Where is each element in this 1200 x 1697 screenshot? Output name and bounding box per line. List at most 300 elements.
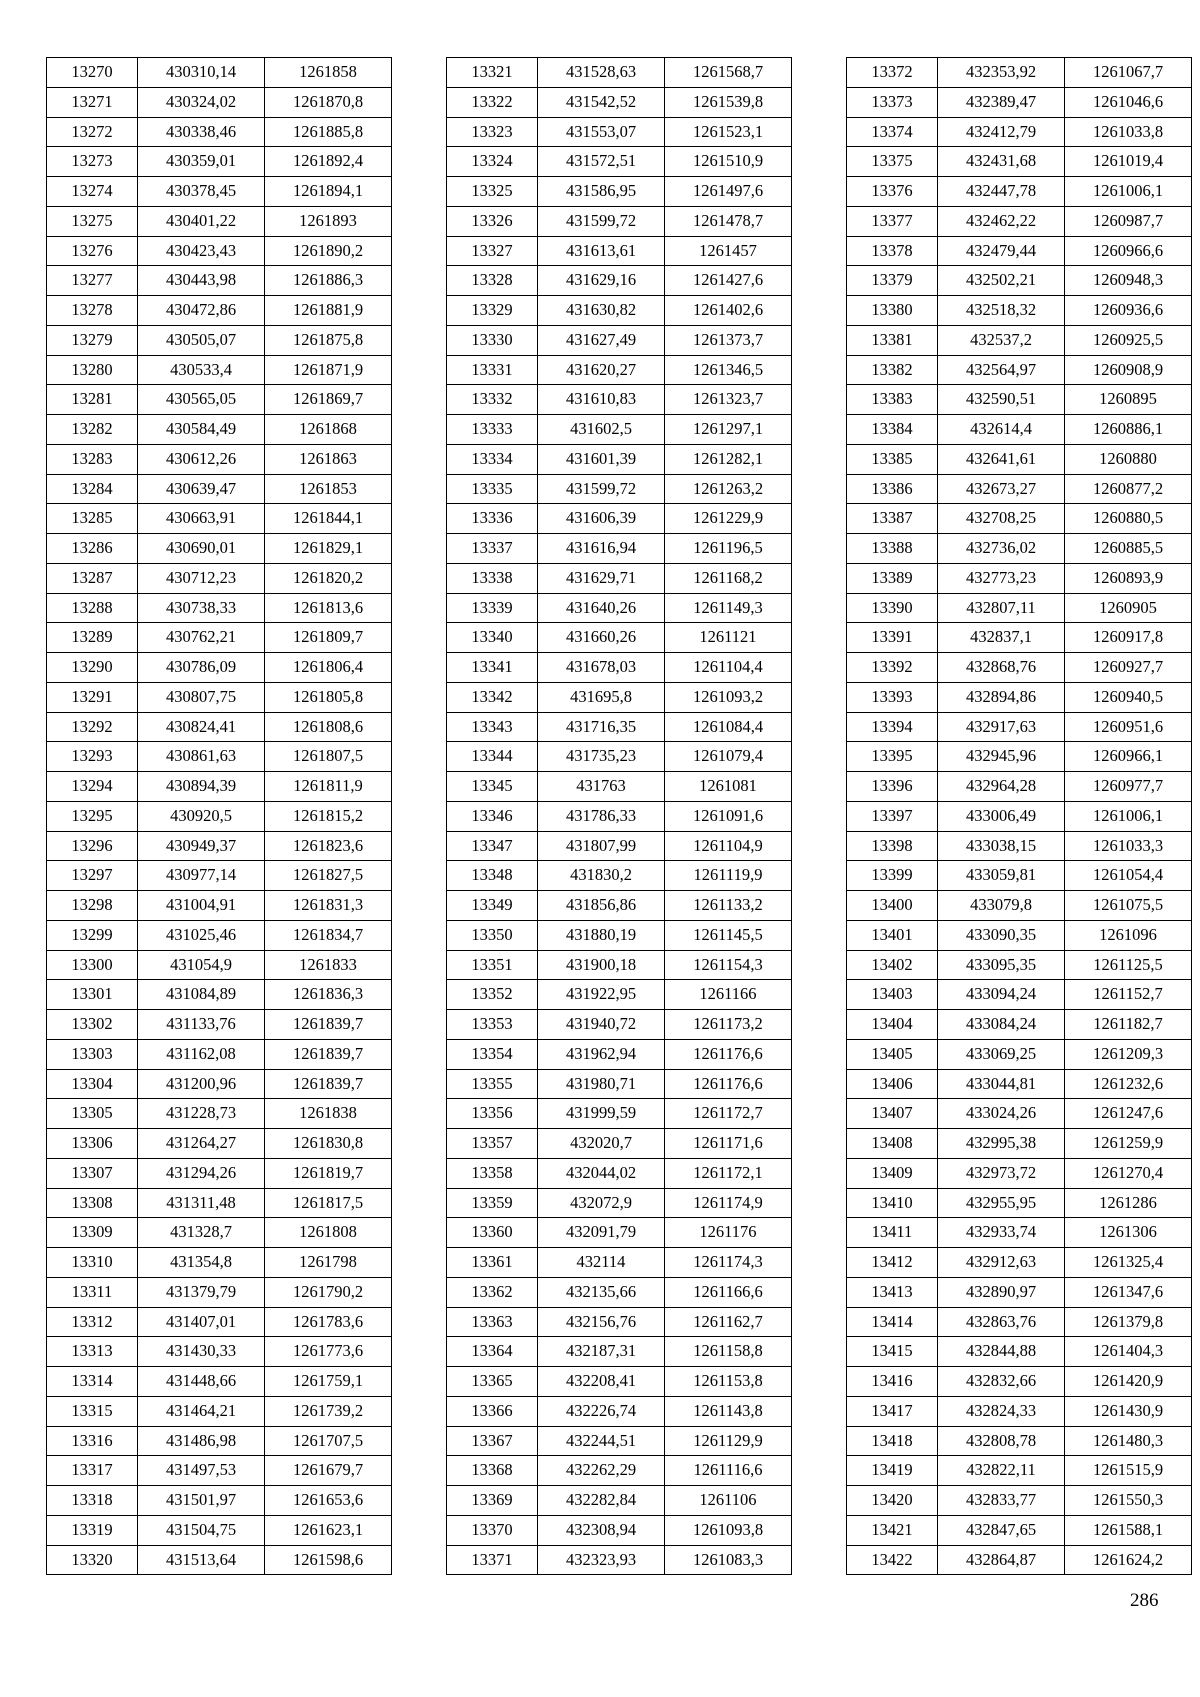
point-number-cell: 13346 (447, 801, 538, 831)
y-coordinate-cell: 1260925,5 (1065, 325, 1192, 355)
point-number-cell: 13382 (847, 355, 938, 385)
x-coordinate-cell: 432208,41 (538, 1367, 665, 1397)
x-coordinate-cell: 431354,8 (138, 1248, 265, 1278)
x-coordinate-cell: 431716,35 (538, 712, 665, 742)
x-coordinate-cell: 431572,51 (538, 147, 665, 177)
y-coordinate-cell: 1261523,1 (665, 117, 792, 147)
y-coordinate-cell: 1261121 (665, 623, 792, 653)
table-row (447, 742, 792, 772)
point-number-cell: 13389 (847, 563, 938, 593)
table-row (47, 415, 392, 445)
table-row (847, 87, 1192, 117)
table-row (47, 1456, 392, 1486)
point-number-cell: 13406 (847, 1069, 938, 1099)
x-coordinate-cell: 432389,47 (938, 87, 1065, 117)
y-coordinate-cell: 1261808,6 (265, 712, 392, 742)
x-coordinate-cell: 431856,86 (538, 891, 665, 921)
table-row (47, 504, 392, 534)
x-coordinate-cell: 433094,24 (938, 980, 1065, 1010)
point-number-cell: 13365 (447, 1367, 538, 1397)
y-coordinate-cell: 1261885,8 (265, 117, 392, 147)
y-coordinate-cell: 1261478,7 (665, 206, 792, 236)
x-coordinate-cell: 432020,7 (538, 1129, 665, 1159)
y-coordinate-cell: 1260917,8 (1065, 623, 1192, 653)
point-number-cell: 13401 (847, 920, 938, 950)
x-coordinate-cell: 433038,15 (938, 831, 1065, 861)
point-number-cell: 13355 (447, 1069, 538, 1099)
point-number-cell: 13278 (47, 296, 138, 326)
x-coordinate-cell: 430807,75 (138, 682, 265, 712)
x-coordinate-cell: 431980,71 (538, 1069, 665, 1099)
y-coordinate-cell: 1261739,2 (265, 1396, 392, 1426)
x-coordinate-cell: 430738,33 (138, 593, 265, 623)
x-coordinate-cell: 431880,19 (538, 920, 665, 950)
table-row (447, 177, 792, 207)
x-coordinate-cell: 432833,77 (938, 1486, 1065, 1516)
x-coordinate-cell: 432091,79 (538, 1218, 665, 1248)
point-number-cell: 13337 (447, 534, 538, 564)
table-row (47, 534, 392, 564)
y-coordinate-cell: 1261870,8 (265, 87, 392, 117)
y-coordinate-cell: 1261033,3 (1065, 831, 1192, 861)
x-coordinate-cell: 431629,16 (538, 266, 665, 296)
x-coordinate-cell: 431328,7 (138, 1218, 265, 1248)
x-coordinate-cell: 433084,24 (938, 1010, 1065, 1040)
y-coordinate-cell: 1261270,4 (1065, 1158, 1192, 1188)
point-number-cell: 13353 (447, 1010, 538, 1040)
table-row (847, 474, 1192, 504)
x-coordinate-cell: 431627,49 (538, 325, 665, 355)
y-coordinate-cell: 1261263,2 (665, 474, 792, 504)
y-coordinate-cell: 1260940,5 (1065, 682, 1192, 712)
x-coordinate-cell: 430920,5 (138, 801, 265, 831)
y-coordinate-cell: 1261831,3 (265, 891, 392, 921)
y-coordinate-cell: 1261550,3 (1065, 1486, 1192, 1516)
point-number-cell: 13371 (447, 1545, 538, 1575)
table-row (47, 1307, 392, 1337)
table-row (47, 1248, 392, 1278)
point-number-cell: 13315 (47, 1396, 138, 1426)
x-coordinate-cell: 430565,05 (138, 385, 265, 415)
y-coordinate-cell: 1261886,3 (265, 266, 392, 296)
y-coordinate-cell: 1261839,7 (265, 1010, 392, 1040)
table-row (847, 593, 1192, 623)
y-coordinate-cell: 1261133,2 (665, 891, 792, 921)
point-number-cell: 13340 (447, 623, 538, 653)
x-coordinate-cell: 432135,66 (538, 1277, 665, 1307)
point-number-cell: 13285 (47, 504, 138, 534)
y-coordinate-cell: 1261166,6 (665, 1277, 792, 1307)
point-number-cell: 13348 (447, 861, 538, 891)
x-coordinate-cell: 432807,11 (938, 593, 1065, 623)
point-number-cell: 13332 (447, 385, 538, 415)
table-row (47, 117, 392, 147)
table-row (847, 1099, 1192, 1129)
x-coordinate-cell: 432847,65 (938, 1515, 1065, 1545)
y-coordinate-cell: 1261871,9 (265, 355, 392, 385)
x-coordinate-cell: 431616,94 (538, 534, 665, 564)
table-row (447, 444, 792, 474)
table-row (847, 385, 1192, 415)
table-row (847, 772, 1192, 802)
table-row (847, 444, 1192, 474)
table-row (447, 415, 792, 445)
y-coordinate-cell: 1261827,5 (265, 861, 392, 891)
y-coordinate-cell: 1261325,4 (1065, 1248, 1192, 1278)
point-number-cell: 13271 (47, 87, 138, 117)
x-coordinate-cell: 430401,22 (138, 206, 265, 236)
point-number-cell: 13301 (47, 980, 138, 1010)
table-row (847, 1277, 1192, 1307)
x-coordinate-cell: 432808,78 (938, 1426, 1065, 1456)
table-row (447, 831, 792, 861)
x-coordinate-cell: 432590,51 (938, 385, 1065, 415)
y-coordinate-cell: 1261282,1 (665, 444, 792, 474)
table-row (847, 1545, 1192, 1575)
y-coordinate-cell: 1261510,9 (665, 147, 792, 177)
table-row (447, 1277, 792, 1307)
y-coordinate-cell: 1261817,5 (265, 1188, 392, 1218)
point-number-cell: 13335 (447, 474, 538, 504)
point-number-cell: 13354 (447, 1039, 538, 1069)
point-number-cell: 13383 (847, 385, 938, 415)
x-coordinate-cell: 431786,33 (538, 801, 665, 831)
y-coordinate-cell: 1261286 (1065, 1188, 1192, 1218)
table-row (447, 504, 792, 534)
table-row (447, 1039, 792, 1069)
x-coordinate-cell: 433090,35 (938, 920, 1065, 950)
table-row (447, 712, 792, 742)
table-row (47, 593, 392, 623)
y-coordinate-cell: 1261823,6 (265, 831, 392, 861)
point-number-cell: 13360 (447, 1218, 538, 1248)
y-coordinate-cell: 1261890,2 (265, 236, 392, 266)
x-coordinate-cell: 432114 (538, 1248, 665, 1278)
y-coordinate-cell: 1261174,9 (665, 1188, 792, 1218)
table-row (847, 1426, 1192, 1456)
table-row (847, 1486, 1192, 1516)
table-body (847, 58, 1192, 1575)
y-coordinate-cell: 1261229,9 (665, 504, 792, 534)
x-coordinate-cell: 431025,46 (138, 920, 265, 950)
table-row (847, 563, 1192, 593)
y-coordinate-cell: 1261420,9 (1065, 1367, 1192, 1397)
point-number-cell: 13324 (447, 147, 538, 177)
point-number-cell: 13416 (847, 1367, 938, 1397)
y-coordinate-cell: 1261808 (265, 1218, 392, 1248)
x-coordinate-cell: 433079,8 (938, 891, 1065, 921)
table-row (447, 325, 792, 355)
table-row (447, 980, 792, 1010)
x-coordinate-cell: 432353,92 (938, 58, 1065, 88)
table-row (447, 58, 792, 88)
x-coordinate-cell: 432822,11 (938, 1456, 1065, 1486)
y-coordinate-cell: 1260908,9 (1065, 355, 1192, 385)
table-row (447, 1486, 792, 1516)
point-number-cell: 13314 (47, 1367, 138, 1397)
point-number-cell: 13287 (47, 563, 138, 593)
point-number-cell: 13288 (47, 593, 138, 623)
table-row (847, 355, 1192, 385)
table-row (847, 58, 1192, 88)
point-number-cell: 13384 (847, 415, 938, 445)
point-number-cell: 13321 (447, 58, 538, 88)
point-number-cell: 13366 (447, 1396, 538, 1426)
table-row (47, 474, 392, 504)
table-row (47, 1188, 392, 1218)
y-coordinate-cell: 1261430,9 (1065, 1396, 1192, 1426)
point-number-cell: 13367 (447, 1426, 538, 1456)
x-coordinate-cell: 431900,18 (538, 950, 665, 980)
table-row (447, 87, 792, 117)
y-coordinate-cell: 1261143,8 (665, 1396, 792, 1426)
table-row (447, 563, 792, 593)
point-number-cell: 13307 (47, 1158, 138, 1188)
table-row (47, 1099, 392, 1129)
table-row (47, 623, 392, 653)
table-row (847, 712, 1192, 742)
table-row (847, 1248, 1192, 1278)
x-coordinate-cell: 431962,94 (538, 1039, 665, 1069)
point-number-cell: 13330 (447, 325, 538, 355)
table-row (447, 891, 792, 921)
y-coordinate-cell: 1261129,9 (665, 1426, 792, 1456)
table-row (447, 147, 792, 177)
point-number-cell: 13408 (847, 1129, 938, 1159)
table-row (47, 831, 392, 861)
y-coordinate-cell: 1260895 (1065, 385, 1192, 415)
y-coordinate-cell: 1261623,1 (265, 1515, 392, 1545)
point-number-cell: 13327 (447, 236, 538, 266)
x-coordinate-cell: 430533,4 (138, 355, 265, 385)
y-coordinate-cell: 1261232,6 (1065, 1069, 1192, 1099)
x-coordinate-cell: 432641,61 (938, 444, 1065, 474)
x-coordinate-cell: 431542,52 (538, 87, 665, 117)
x-coordinate-cell: 430378,45 (138, 177, 265, 207)
point-number-cell: 13376 (847, 177, 938, 207)
y-coordinate-cell: 1260877,2 (1065, 474, 1192, 504)
x-coordinate-cell: 430359,01 (138, 147, 265, 177)
x-coordinate-cell: 431940,72 (538, 1010, 665, 1040)
y-coordinate-cell: 1260880 (1065, 444, 1192, 474)
point-number-cell: 13350 (447, 920, 538, 950)
x-coordinate-cell: 431606,39 (538, 504, 665, 534)
y-coordinate-cell: 1261457 (665, 236, 792, 266)
x-coordinate-cell: 433006,49 (938, 801, 1065, 831)
y-coordinate-cell: 1261892,4 (265, 147, 392, 177)
y-coordinate-cell: 1261815,2 (265, 801, 392, 831)
x-coordinate-cell: 432708,25 (938, 504, 1065, 534)
y-coordinate-cell: 1261093,8 (665, 1515, 792, 1545)
y-coordinate-cell: 1261598,6 (265, 1545, 392, 1575)
x-coordinate-cell: 432614,4 (938, 415, 1065, 445)
x-coordinate-cell: 432945,96 (938, 742, 1065, 772)
y-coordinate-cell: 1261798 (265, 1248, 392, 1278)
y-coordinate-cell: 1261653,6 (265, 1486, 392, 1516)
x-coordinate-cell: 432864,87 (938, 1545, 1065, 1575)
y-coordinate-cell: 1260927,7 (1065, 653, 1192, 683)
point-number-cell: 13393 (847, 682, 938, 712)
table-row (847, 266, 1192, 296)
point-number-cell: 13309 (47, 1218, 138, 1248)
x-coordinate-cell: 432156,76 (538, 1307, 665, 1337)
table-row (47, 1367, 392, 1397)
table-row (847, 1456, 1192, 1486)
x-coordinate-cell: 431264,27 (138, 1129, 265, 1159)
table-row (47, 444, 392, 474)
x-coordinate-cell: 431735,23 (538, 742, 665, 772)
y-coordinate-cell: 1261807,5 (265, 742, 392, 772)
table-row (847, 682, 1192, 712)
x-coordinate-cell: 430861,63 (138, 742, 265, 772)
table-row (47, 1486, 392, 1516)
x-coordinate-cell: 431379,79 (138, 1277, 265, 1307)
point-number-cell: 13352 (447, 980, 538, 1010)
y-coordinate-cell: 1261773,6 (265, 1337, 392, 1367)
table-row (447, 1218, 792, 1248)
table-row (447, 1545, 792, 1575)
x-coordinate-cell: 430505,07 (138, 325, 265, 355)
point-number-cell: 13270 (47, 58, 138, 88)
table-row (447, 1010, 792, 1040)
point-number-cell: 13283 (47, 444, 138, 474)
y-coordinate-cell: 1261346,5 (665, 355, 792, 385)
table-row (447, 920, 792, 950)
y-coordinate-cell: 1261084,4 (665, 712, 792, 742)
x-coordinate-cell: 431162,08 (138, 1039, 265, 1069)
point-number-cell: 13381 (847, 325, 938, 355)
point-number-cell: 13344 (447, 742, 538, 772)
point-number-cell: 13342 (447, 682, 538, 712)
x-coordinate-cell: 431695,8 (538, 682, 665, 712)
table-body (447, 58, 792, 1575)
point-number-cell: 13407 (847, 1099, 938, 1129)
x-coordinate-cell: 432917,63 (938, 712, 1065, 742)
coordinates-table-1 (46, 57, 392, 1575)
x-coordinate-cell: 431586,95 (538, 177, 665, 207)
table-row (47, 801, 392, 831)
y-coordinate-cell: 1261306 (1065, 1218, 1192, 1248)
point-number-cell: 13293 (47, 742, 138, 772)
x-coordinate-cell: 431294,26 (138, 1158, 265, 1188)
x-coordinate-cell: 430977,14 (138, 861, 265, 891)
point-number-cell: 13377 (847, 206, 938, 236)
x-coordinate-cell: 430584,49 (138, 415, 265, 445)
y-coordinate-cell: 1261379,8 (1065, 1307, 1192, 1337)
point-number-cell: 13304 (47, 1069, 138, 1099)
y-coordinate-cell: 1261373,7 (665, 325, 792, 355)
point-number-cell: 13274 (47, 177, 138, 207)
y-coordinate-cell: 1261839,7 (265, 1039, 392, 1069)
x-coordinate-cell: 431922,95 (538, 980, 665, 1010)
x-coordinate-cell: 430338,46 (138, 117, 265, 147)
point-number-cell: 13361 (447, 1248, 538, 1278)
y-coordinate-cell: 1261868 (265, 415, 392, 445)
y-coordinate-cell: 1261297,1 (665, 415, 792, 445)
table-row (847, 325, 1192, 355)
table-row (47, 891, 392, 921)
x-coordinate-cell: 432479,44 (938, 236, 1065, 266)
x-coordinate-cell: 431629,71 (538, 563, 665, 593)
y-coordinate-cell: 1261166 (665, 980, 792, 1010)
table-row (47, 355, 392, 385)
x-coordinate-cell: 432868,76 (938, 653, 1065, 683)
point-number-cell: 13380 (847, 296, 938, 326)
x-coordinate-cell: 431599,72 (538, 206, 665, 236)
x-coordinate-cell: 431504,75 (138, 1515, 265, 1545)
x-coordinate-cell: 431513,64 (138, 1545, 265, 1575)
point-number-cell: 13328 (447, 266, 538, 296)
y-coordinate-cell: 1260905 (1065, 593, 1192, 623)
point-number-cell: 13422 (847, 1545, 938, 1575)
x-coordinate-cell: 432955,95 (938, 1188, 1065, 1218)
table-row (847, 1396, 1192, 1426)
x-coordinate-cell: 432226,74 (538, 1396, 665, 1426)
x-coordinate-cell: 431610,83 (538, 385, 665, 415)
point-number-cell: 13329 (447, 296, 538, 326)
point-number-cell: 13409 (847, 1158, 938, 1188)
table-row (47, 1158, 392, 1188)
point-number-cell: 13372 (847, 58, 938, 88)
table-row (447, 623, 792, 653)
table-row (47, 325, 392, 355)
point-number-cell: 13322 (447, 87, 538, 117)
y-coordinate-cell: 1261833 (265, 950, 392, 980)
x-coordinate-cell: 431448,66 (138, 1367, 265, 1397)
x-coordinate-cell: 431763 (538, 772, 665, 802)
point-number-cell: 13387 (847, 504, 938, 534)
y-coordinate-cell: 1261853 (265, 474, 392, 504)
y-coordinate-cell: 1261019,4 (1065, 147, 1192, 177)
y-coordinate-cell: 1261172,7 (665, 1099, 792, 1129)
table-row (47, 712, 392, 742)
x-coordinate-cell: 431678,03 (538, 653, 665, 683)
table-row (847, 177, 1192, 207)
table-row (447, 266, 792, 296)
y-coordinate-cell: 1261152,7 (1065, 980, 1192, 1010)
table-row (847, 801, 1192, 831)
y-coordinate-cell: 1260948,3 (1065, 266, 1192, 296)
y-coordinate-cell: 1261104,9 (665, 831, 792, 861)
table-row (47, 950, 392, 980)
table-row (847, 117, 1192, 147)
y-coordinate-cell: 1260951,6 (1065, 712, 1192, 742)
x-coordinate-cell: 431660,26 (538, 623, 665, 653)
point-number-cell: 13296 (47, 831, 138, 861)
y-coordinate-cell: 1261707,5 (265, 1426, 392, 1456)
y-coordinate-cell: 1261196,5 (665, 534, 792, 564)
y-coordinate-cell: 1261106 (665, 1486, 792, 1516)
point-number-cell: 13277 (47, 266, 138, 296)
table-row (47, 58, 392, 88)
point-number-cell: 13347 (447, 831, 538, 861)
x-coordinate-cell: 432912,63 (938, 1248, 1065, 1278)
table-row (447, 1248, 792, 1278)
y-coordinate-cell: 1261209,3 (1065, 1039, 1192, 1069)
point-number-cell: 13395 (847, 742, 938, 772)
table-row (447, 653, 792, 683)
y-coordinate-cell: 1261829,1 (265, 534, 392, 564)
point-number-cell: 13370 (447, 1515, 538, 1545)
x-coordinate-cell: 432837,1 (938, 623, 1065, 653)
table-row (847, 831, 1192, 861)
table-row (47, 87, 392, 117)
table-row (847, 296, 1192, 326)
y-coordinate-cell: 1261075,5 (1065, 891, 1192, 921)
table-row (47, 1515, 392, 1545)
y-coordinate-cell: 1261790,2 (265, 1277, 392, 1307)
point-number-cell: 13413 (847, 1277, 938, 1307)
